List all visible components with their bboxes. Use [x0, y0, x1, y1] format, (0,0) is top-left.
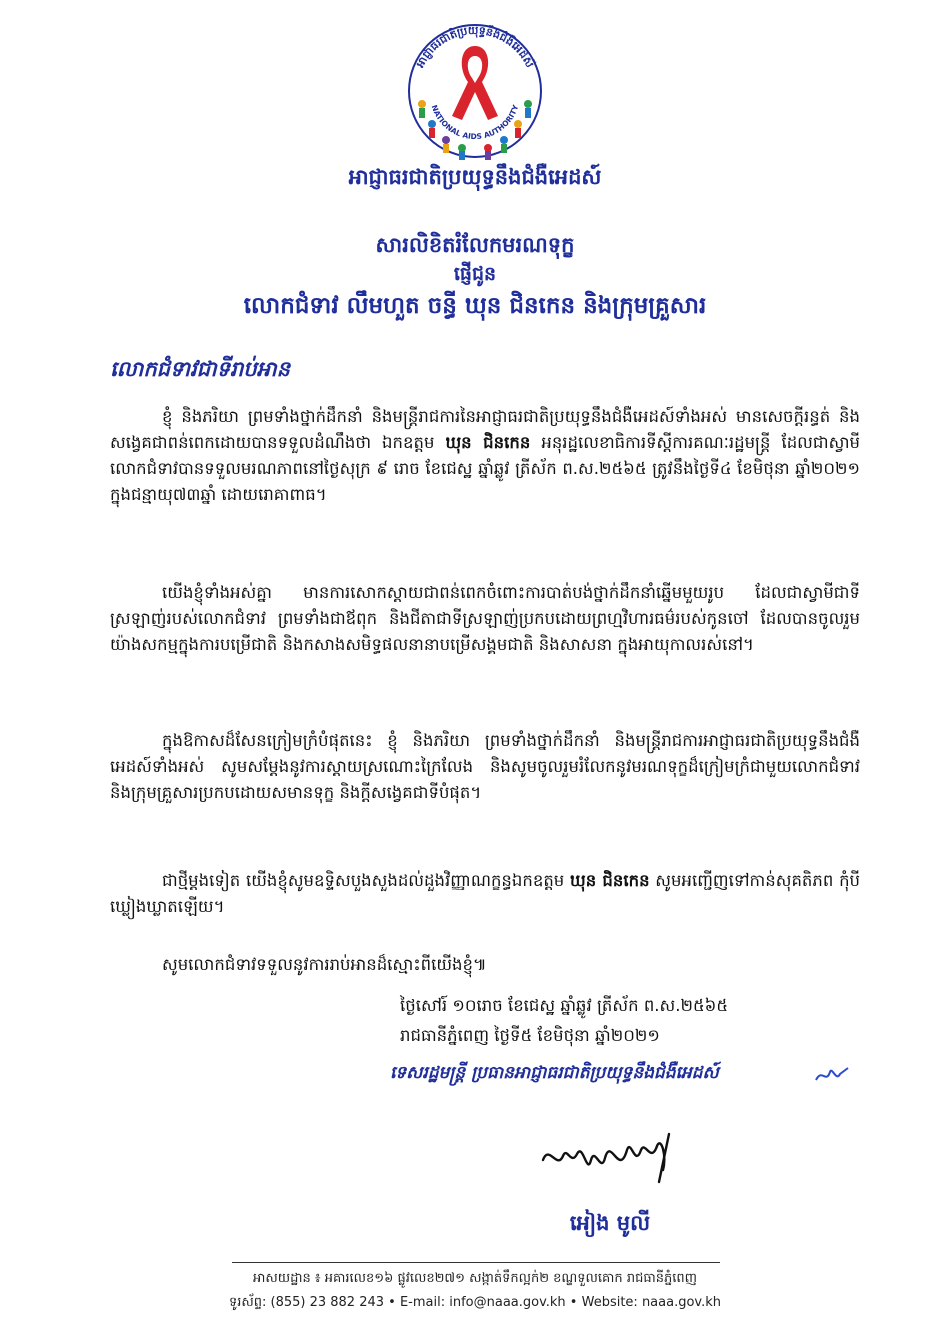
footer-contact: ទូរស័ព្ទ: (855) 23 882 243 • E-mail: info@naaa.gov.kh • Website: naaa.gov.kh	[228, 1295, 721, 1310]
paragraph-5: សូមលោកជំទាវទទួលនូវការរាប់អានដ៏ស្មោះពីយើងខ្ញុំ៕	[162, 955, 487, 974]
letter-subtitle: ផ្ញើជូន	[453, 263, 497, 285]
svg-text:អាជ្ញាធរជាតិប្រយុទ្ធនឹងជំងឺអេដ: អាជ្ញាធរជាតិប្រយុទ្ធនឹងជំងឺអេដស៍	[413, 23, 537, 70]
salutation: លោកជំទាវជាទីរាប់អាន	[110, 357, 290, 381]
paragraph-4	[110, 868, 860, 920]
letter-title: សារលិខិតរំលែកមរណទុក្ខ	[375, 233, 575, 257]
paragraph-3: ក្នុងឱកាសដ៏សែនក្រៀមក្រំបំផុតនេះ ខ្ញុំ និងភរិយា ព្រមទាំងថ្នាក់ដឹកនាំ និងមន្ត្រីរាជការអាជ្ញាធរជាតិប្រយុទ្ធនឹងជំងឺអេដស៍ទាំងអស់ សូមសម្តែងនូវការស្តាយស្រណោះក្រៃលែង និងសូមចូលរួមរំលែកនូវមរណទុក្ខដ៏ក្រៀមក្រំជាមួយលោកជំទាវ និងក្រុមគ្រួសារប្រកបដោយសមានទុក្ខ និងក្តីសង្វេគជាទីបំផុត។	[110, 731, 860, 802]
paragraph-4-text-b: សូមអញ្ជើញទៅកាន់សុគតិភព កុំបីឃ្លៀងឃ្លាតឡើយ។	[110, 871, 861, 916]
date-lunar: ថ្ងៃសៅរ៍ ១០រោច ខែជេស្ឋ ឆ្នាំឆ្លូវ ត្រីស័ក ព.ស.២៥៦៥	[400, 996, 729, 1015]
signer-name: អៀង មូលី	[569, 1211, 651, 1235]
organization-name: អាជ្ញាធរជាតិប្រយុទ្ធនឹងជំងឺអេដស៍	[348, 165, 602, 189]
footer-address: អាសយដ្ឋាន ៖ អគារលេខ១៦ ផ្លូវលេខ២៧១ សង្កាត់ទឹកល្អក់២ ខណ្ឌទួលគោក រាជធានីភ្នំពេញ	[253, 1271, 697, 1286]
handwritten-signature	[535, 1120, 695, 1190]
paragraph-1-text-b: អនុរដ្ឋលេខាធិការទីស្តីការគណៈរដ្ឋមន្ត្រី ដែលជាស្វាមីលោកជំទាវបានទទួលមរណភាពនៅថ្ងៃសុក្រ ៩ រោច ខែជេស្ឋ ឆ្នាំឆ្លូវ ត្រីស័ក ព.ស.២៥៦៥ ត្រូវនឹងថ្ងៃទី៤ ខែមិថុនា ឆ្នាំ២០២១ ក្នុងជន្មាយុ៧៣ឆ្នាំ ដោយរោគាពាធ។	[110, 433, 861, 504]
national-aids-authority-logo	[400, 16, 550, 166]
deceased-name: ឃុន ជិនកេន	[445, 433, 531, 452]
initial-mark-icon	[812, 1062, 852, 1088]
deceased-name-2: ឃុន ជិនកេន	[570, 871, 650, 890]
red-ribbon-icon	[452, 46, 498, 120]
paragraph-2: យើងខ្ញុំទាំងអស់គ្នា មានការសោកស្តាយជាពន់ពេកចំពោះការបាត់បង់ថ្នាក់ដឹកនាំឆ្នើមមួយរូប ដែលជាស្វាមីជាទីស្រឡាញ់របស់លោកជំទាវ ព្រមទាំងជាឪពុក និងជីតាជាទីស្រឡាញ់ប្រកបដោយព្រហ្មវិហារធម៌របស់កូនចៅ ដែលបានចូលរួមយ៉ាងសកម្មក្នុងការបម្រើជាតិ និងកសាងសមិទ្ធផលនានាបម្រើសង្គមជាតិ និងសាសនា ក្នុងអាយុកាលរស់នៅ។	[110, 583, 860, 654]
letter-recipient: លោកជំទាវ លឹមហួត ចន្ធី ឃុន ជិនកេន និងក្រុមគ្រួសារ	[243, 293, 707, 319]
paragraph-4-text-a: ជាថ្មីម្តងទៀត យើងខ្ញុំសូមឧទ្ទិសបួងសួងដល់ដួងវិញ្ញាណក្ខន្ធឯកឧត្តម	[162, 871, 565, 890]
paragraph-1-text-a: ខ្ញុំ និងភរិយា ព្រមទាំងថ្នាក់ដឹកនាំ និងមន្ត្រីរាជការនៃអាជ្ញាធរជាតិប្រយុទ្ធនឹងជំងឺអេដស៍ទាំងអស់ មានសេចក្តីរន្ធត់ និងសង្វេគជាពន់ពេកដោយបានទទួលដំណឹងថា ឯកឧត្តម	[110, 407, 860, 452]
svg-text:NATIONAL AIDS AUTHORITY: NATIONAL AIDS AUTHORITY	[429, 103, 521, 142]
date-place: រាជធានីភ្នំពេញ ថ្ងៃទី៥ ខែមិថុនា ឆ្នាំ២០២១	[400, 1026, 660, 1045]
signer-title: ទេសរដ្ឋមន្ត្រី ប្រធានអាជ្ញាធរជាតិប្រយុទ្ធនឹងជំងឺអេដស៍	[390, 1063, 719, 1083]
paragraph-1	[110, 404, 860, 508]
footer-divider	[232, 1262, 720, 1263]
